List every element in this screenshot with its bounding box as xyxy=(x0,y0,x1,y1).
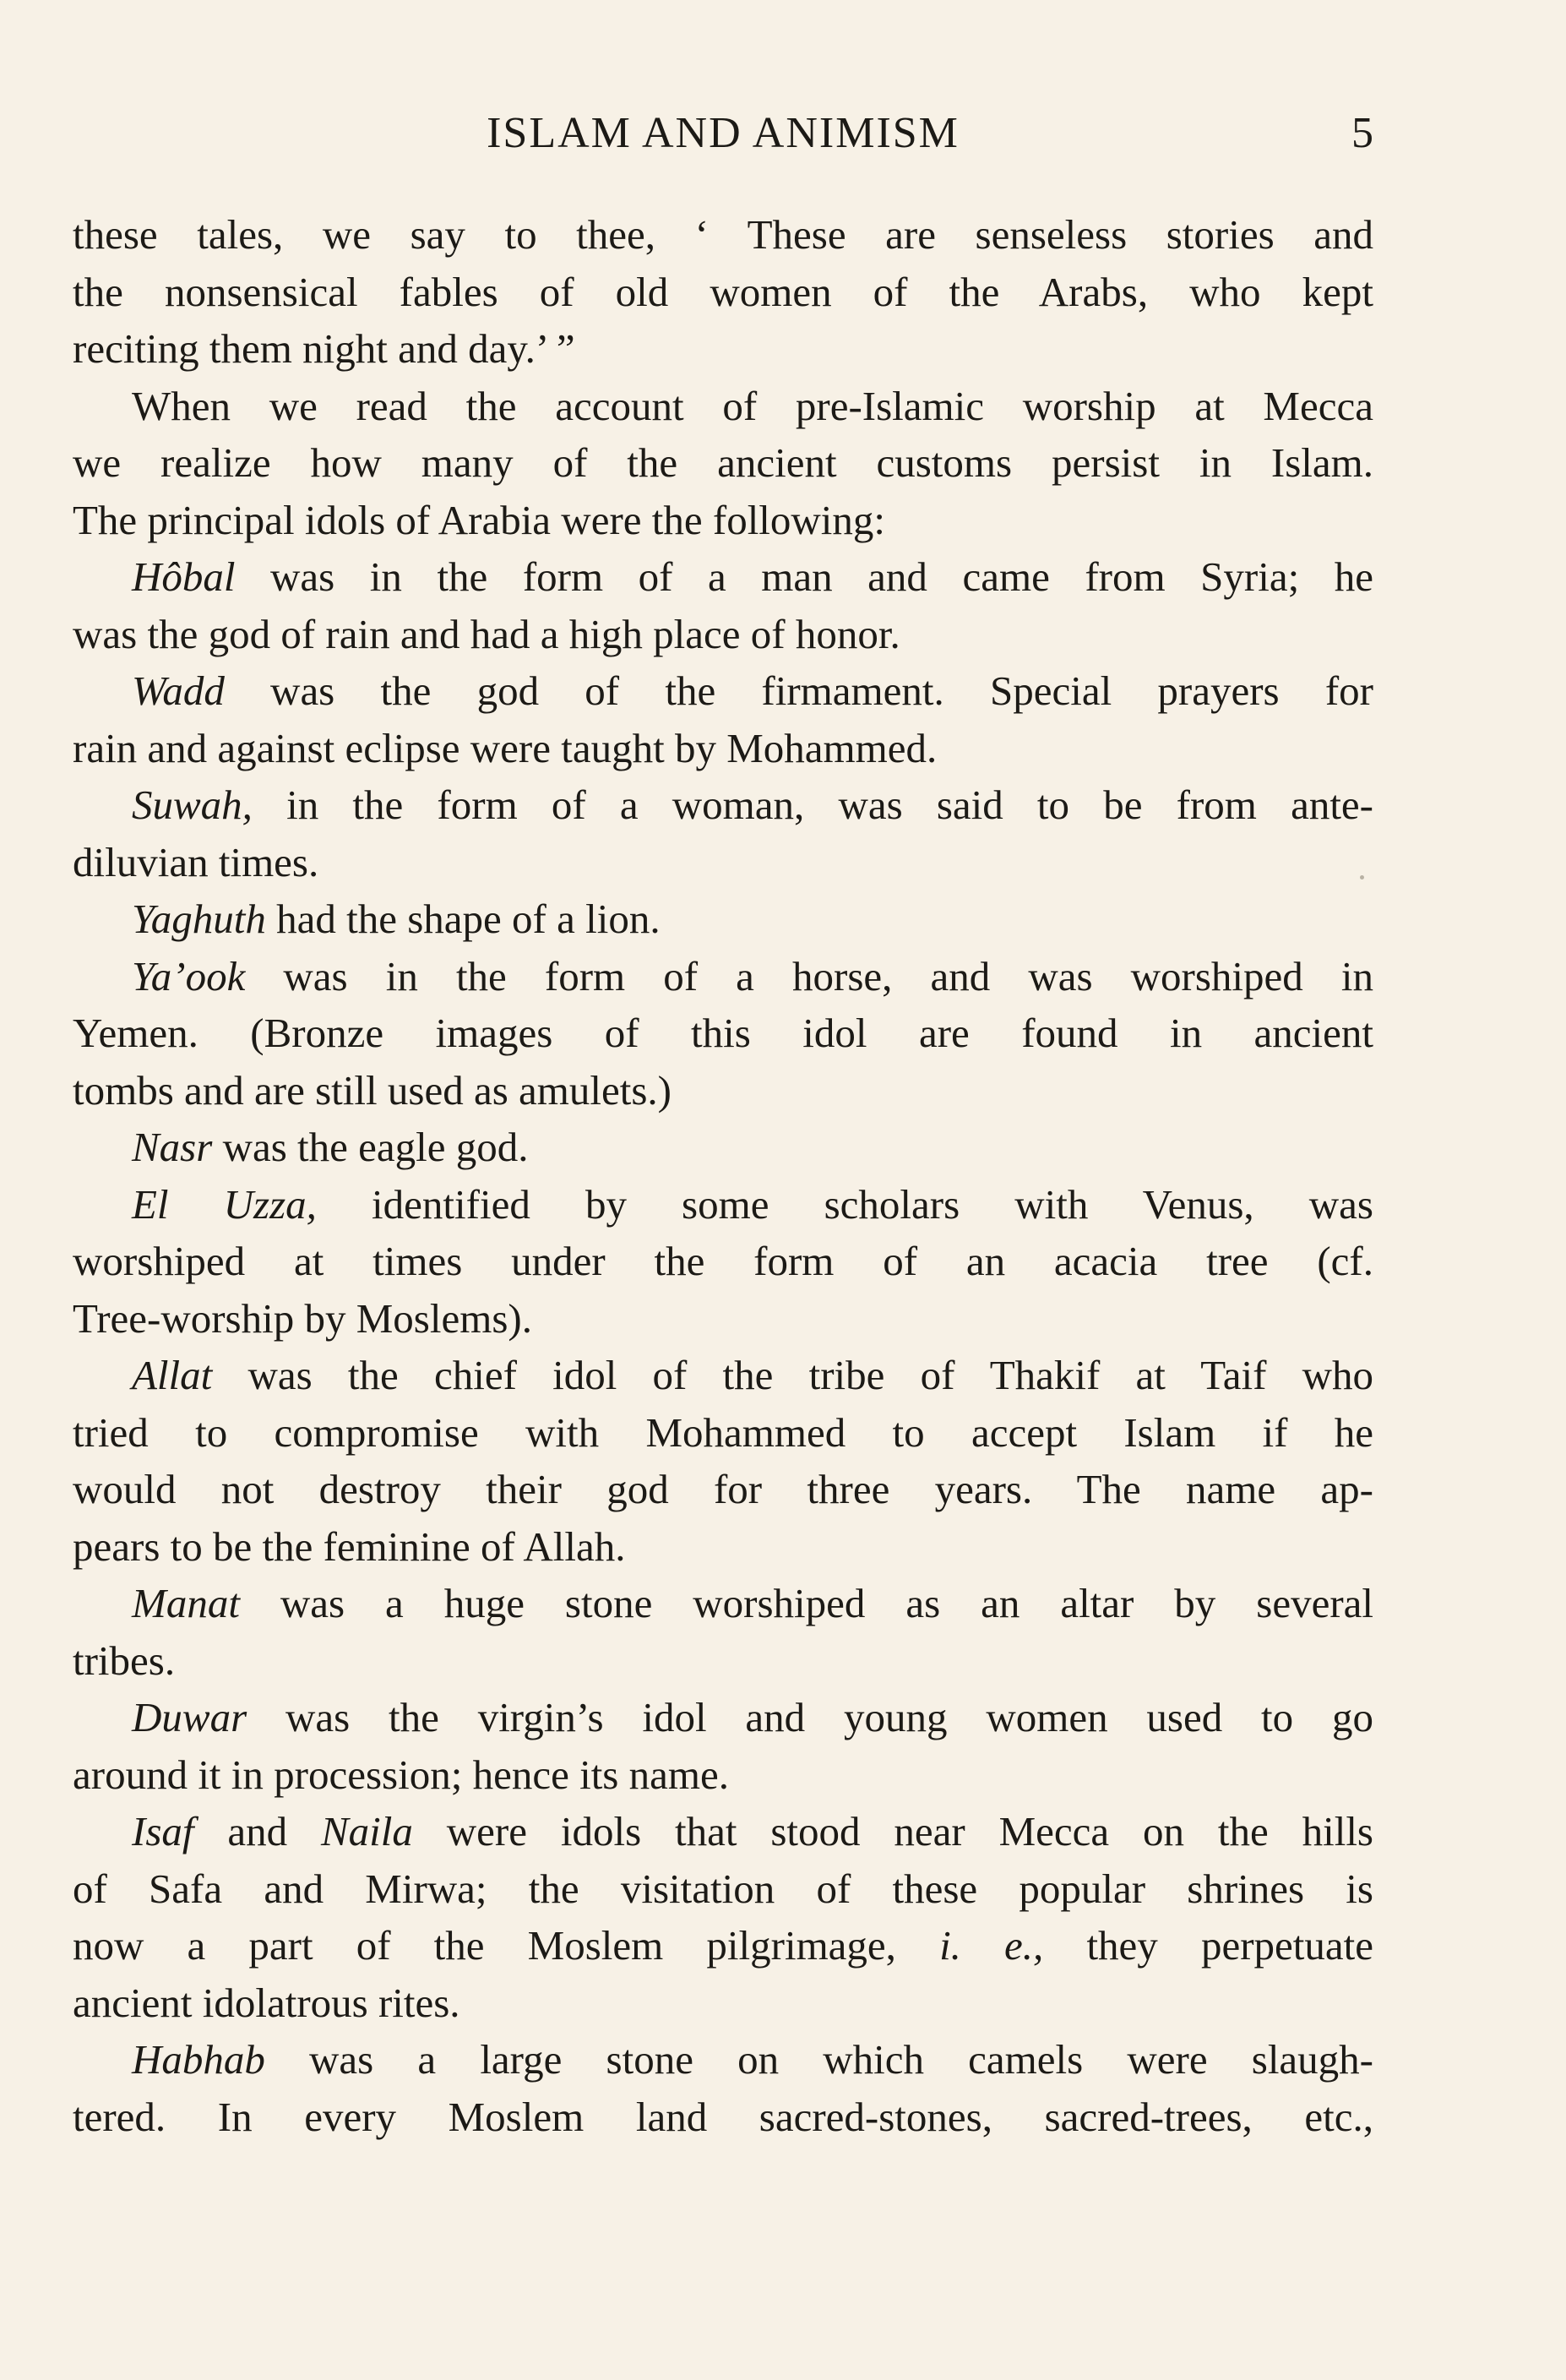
idol-name: Habhab xyxy=(132,2036,265,2083)
idol-name: Manat xyxy=(132,1580,240,1626)
idol-name: Hôbal xyxy=(132,553,236,600)
text-line: Habhab was a large stone on which camels were slaugh- xyxy=(132,2036,1373,2083)
idol-name: Allat xyxy=(132,1352,213,1398)
text-line: we realize how many of the ancient customs persist in Islam. xyxy=(73,439,1373,486)
text-line: Isaf and Naila were idols that stood near Mecca on the hills xyxy=(132,1808,1373,1854)
text-line: When we read the account of pre-Islamic worship at Mecca xyxy=(132,382,1373,429)
text-line: tried to compromise with Mohammed to accept Islam if he xyxy=(73,1408,1373,1456)
idol-name: Duwar xyxy=(132,1694,247,1740)
idol-name: Suwah, xyxy=(132,782,253,828)
text-line: reciting them night and day.’ ” xyxy=(73,325,575,372)
abbreviation: i. e., xyxy=(939,1922,1044,1969)
text-line: worshiped at times under the form of an acacia tree (cf. xyxy=(73,1238,1373,1284)
text-line: Manat was a huge stone worshiped as an altar by several xyxy=(132,1580,1373,1626)
text-line: Allat was the chief idol of the tribe of Thakif at Taif who xyxy=(132,1352,1373,1398)
idol-name: Nasr xyxy=(132,1124,213,1170)
text-line: ancient idolatrous rites. xyxy=(73,1979,460,2026)
text-line: Nasr was the eagle god. xyxy=(132,1124,529,1170)
page-number: 5 xyxy=(1351,109,1373,157)
text-line: Ya’ook was in the form of a horse, and was worshiped in xyxy=(132,952,1373,999)
text-line: Hôbal was in the form of a man and came from Syria; he xyxy=(132,553,1373,600)
text-line: around it in procession; hence its name. xyxy=(73,1751,729,1798)
idol-name: Isaf xyxy=(132,1808,194,1854)
text-line: diluvian times. xyxy=(73,838,319,885)
idol-name: Naila xyxy=(320,1808,413,1854)
text-line: the nonsensical fables of old women of the Arabs, who kept xyxy=(73,268,1373,315)
text-line: these tales, we say to thee, ‘ These are senseless stories and xyxy=(73,211,1373,258)
page-header xyxy=(73,100,1373,167)
text-line: Tree-worship by Moslems). xyxy=(73,1294,532,1342)
idol-name: El Uzza, xyxy=(132,1180,317,1228)
text-line: Duwar was the virgin’s idol and young women used to go xyxy=(132,1694,1373,1740)
text-line: Yemen. (Bronze images of this idol are found in ancient xyxy=(73,1010,1373,1056)
text-line: The principal idols of Arabia were the following: xyxy=(73,496,886,543)
text-line: tribes. xyxy=(73,1637,176,1684)
body-text xyxy=(73,206,1373,2145)
text-line: pears to be the feminine of Allah. xyxy=(73,1522,626,1570)
text-line: Yaghuth had the shape of a lion. xyxy=(132,896,661,942)
text-line: would not destroy their god for three years. The name ap- xyxy=(73,1466,1373,1512)
text-line: Wadd was the god of the firmament. Special prayers for xyxy=(132,667,1373,714)
text-line: was the god of rain and had a high place of honor. xyxy=(73,610,900,657)
text-line: of Safa and Mirwa; the visitation of these popular shrines is xyxy=(73,1865,1373,1912)
running-title: ISLAM AND ANIMISM xyxy=(487,109,960,157)
paper-speck xyxy=(1360,875,1364,880)
text-line: tered. In every Moslem land sacred-stones, sacred-trees, etc., xyxy=(73,2093,1373,2140)
text-line: now a part of the Moslem pilgrimage, i. e., they perpetuate xyxy=(73,1922,1373,1969)
idol-name: Yaghuth xyxy=(132,896,266,942)
text-line: tombs and are still used as amulets.) xyxy=(73,1066,672,1114)
idol-name: Ya’ook xyxy=(132,952,246,999)
idol-name: Wadd xyxy=(132,667,225,714)
text-line: Suwah, in the form of a woman, was said to be from ante- xyxy=(132,782,1373,828)
text-line: El Uzza, identified by some scholars with Venus, was xyxy=(132,1180,1373,1228)
text-line: rain and against eclipse were taught by Mohammed. xyxy=(73,724,938,771)
